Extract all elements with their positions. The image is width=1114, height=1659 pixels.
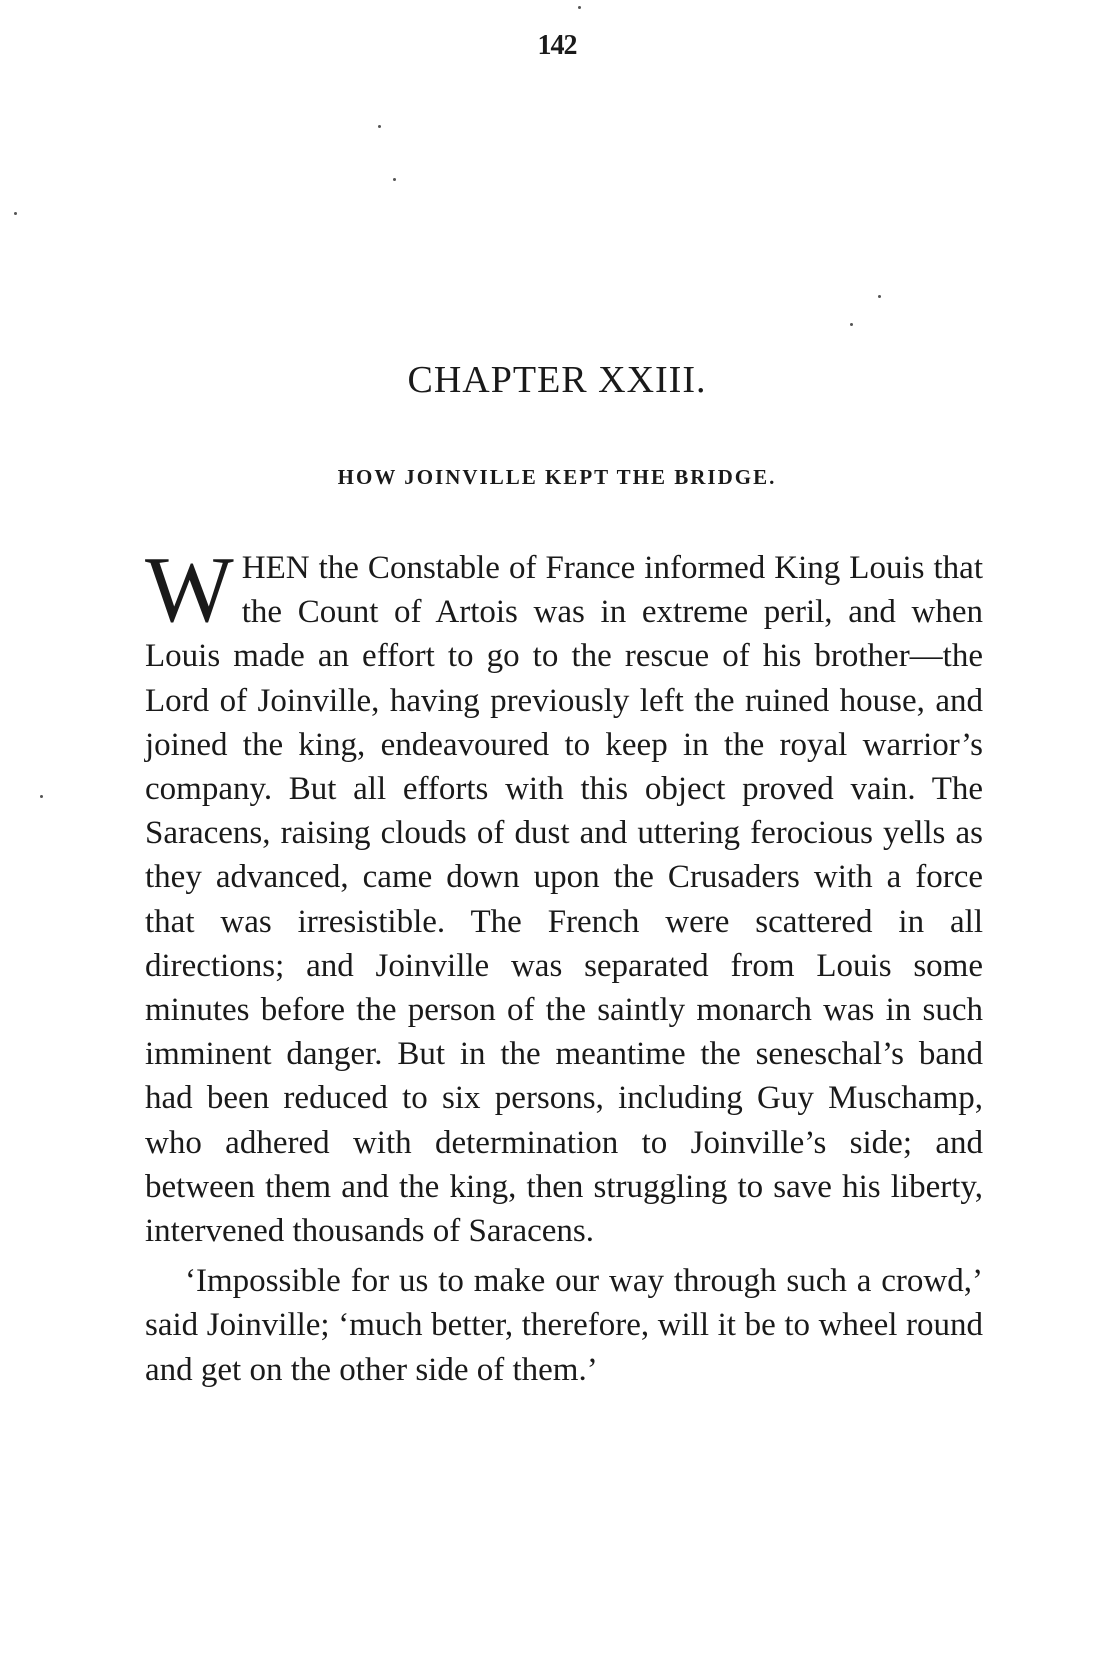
drop-cap: W xyxy=(145,538,234,642)
scan-speck xyxy=(878,295,881,298)
scan-speck xyxy=(14,212,17,215)
scan-speck xyxy=(40,795,43,798)
scan-speck xyxy=(393,178,396,181)
body-text xyxy=(145,538,983,1392)
paragraph-2: ‘Impossible for us to make our way through such a crowd,’ said Joinville; ‘much better, therefore, will it be to wheel round and get on the other side of them.’ xyxy=(145,1263,983,1388)
chapter-subtitle: HOW JOINVILLE KEPT THE BRIDGE. xyxy=(337,465,777,489)
scan-speck xyxy=(850,323,853,326)
scan-speck xyxy=(378,125,381,128)
paragraph-1 xyxy=(145,538,983,1253)
chapter-title: CHAPTER XXIII. xyxy=(407,359,707,401)
paragraph-1-text: HEN the Constable of France informed King Louis that the Count of Artois was in extreme peril, and when Louis made an effort to go to the rescue of his brother—the Lord of Joinville, having previously left the ruined house, and joined the king, endeavoured to keep in the royal warrior’s company. But all efforts with this object proved vain. The Saracens, raising clouds of dust and uttering ferocious yells as they advanced, came down upon the Crusaders with a force that was irresistible. The French were scattered in all directions; and Joinville was separated from Louis some minutes before the person of the saintly monarch was in such imminent danger. But in the meantime the seneschal’s band had been reduced to six persons, including Guy Muschamp, who adhered with determination to Joinville’s side; and between them and the king, then struggling to save his liberty, intervened thousands of Saracens. xyxy=(145,550,983,1250)
page-number: 142 xyxy=(537,30,577,61)
scan-speck xyxy=(578,6,581,9)
